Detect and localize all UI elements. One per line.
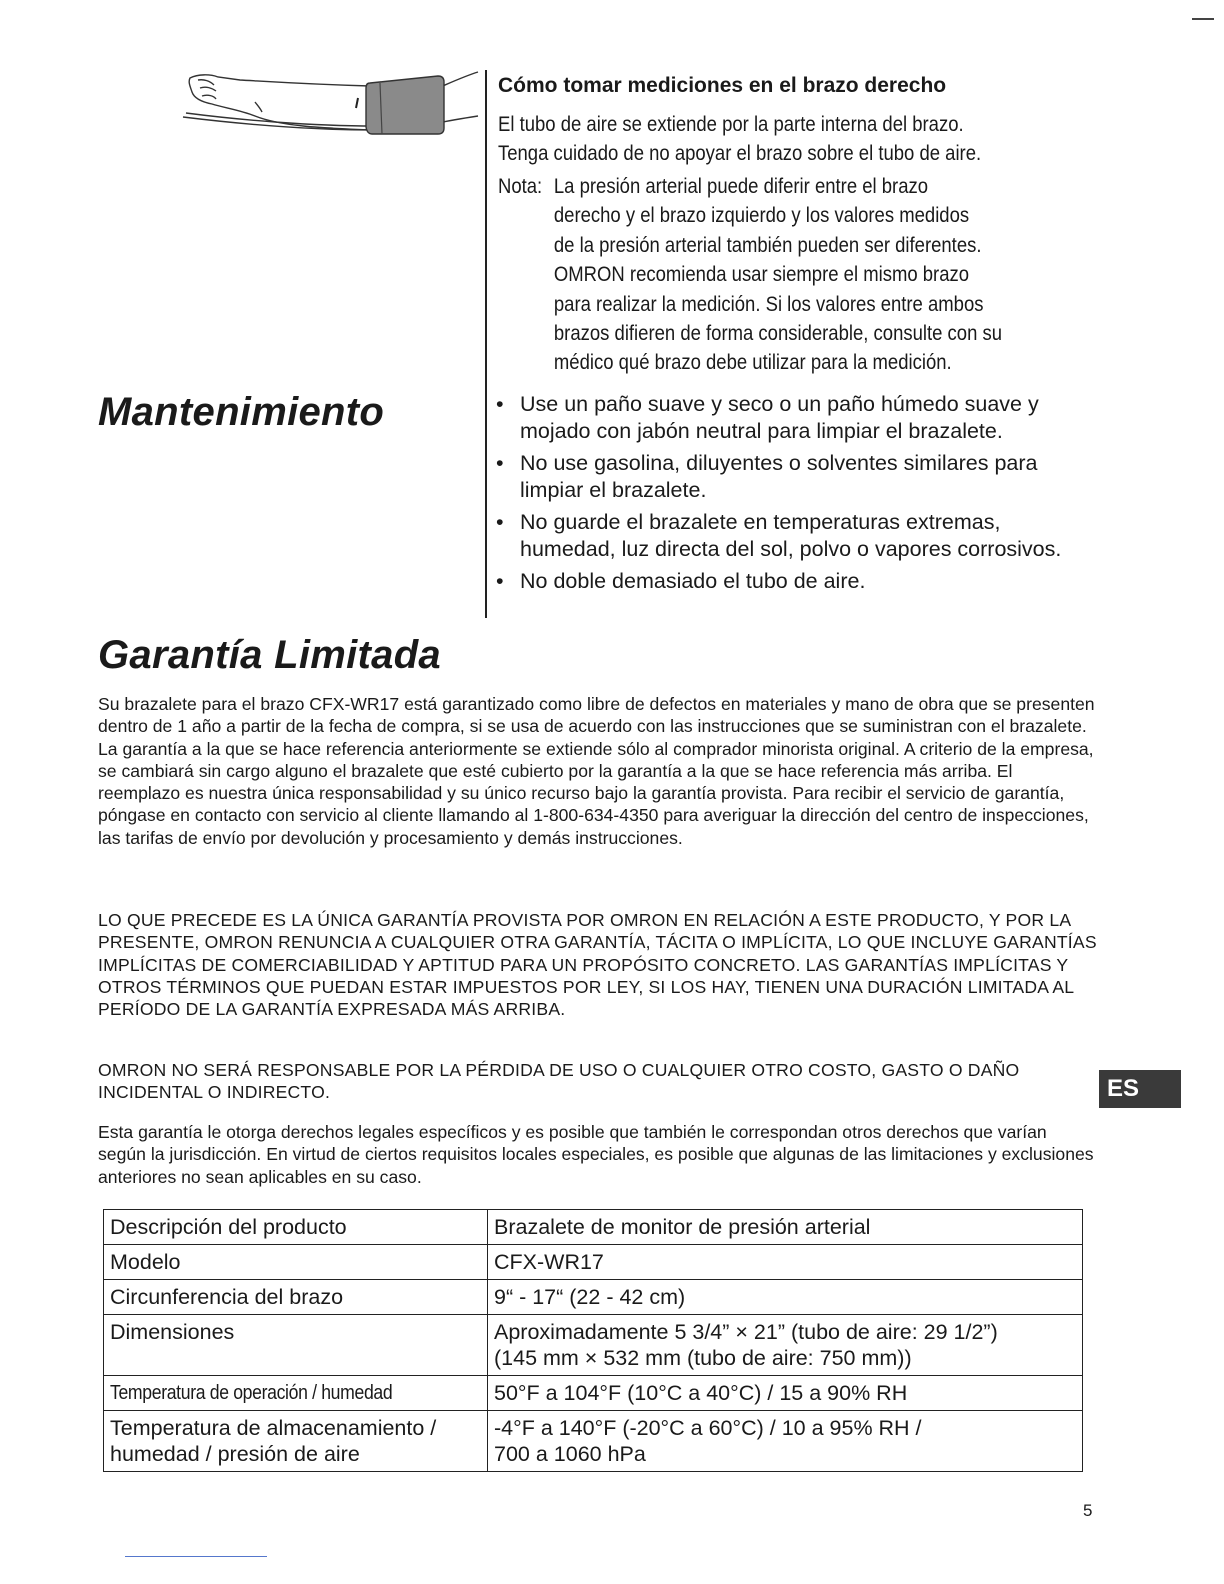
nota-text — [554, 172, 1079, 378]
right-arm-line-1: El tubo de aire se extiende por la parte interna del brazo. — [498, 112, 964, 136]
list-item-text: No use gasolina, diluyentes o solventes similares para limpiar el brazalete. — [520, 451, 1038, 502]
bullet-icon: • — [496, 451, 504, 475]
spec-label-cell — [104, 1376, 488, 1411]
warranty-paragraph-4: Esta garantía le otorga derechos legales específicos y es posible que también le correspondan otros derechos que varían según la jurisdicción. En virtud de ciertos requisitos locales especiales, es posible que algunas de las limitaciones y exclusiones anteriores no sean aplicables en su caso. — [98, 1122, 1094, 1187]
spec-value-cell — [488, 1411, 1083, 1472]
list-item — [494, 568, 1094, 595]
spec-label: Modelo — [104, 1245, 488, 1280]
list-item — [494, 450, 1094, 504]
specs-table — [103, 1209, 1083, 1472]
spec-label: Temperatura de operación / humedad — [110, 1381, 393, 1404]
footer-rule — [125, 1556, 267, 1557]
table-row — [104, 1376, 1083, 1411]
nota-line: para realizar la medición. Si los valores entre ambos — [553, 291, 984, 316]
nota-line: médico qué brazo debe utilizar para la medición. — [553, 350, 952, 375]
nota-line: de la presión arterial también pueden ser diferentes. — [553, 232, 982, 257]
table-row — [104, 1245, 1083, 1280]
language-tab: ES — [1099, 1070, 1181, 1108]
page-number: 5 — [1083, 1501, 1093, 1520]
column-divider — [485, 70, 487, 618]
spec-value: Brazalete de monitor de presión arterial — [488, 1210, 1083, 1245]
spec-label: Dimensiones — [104, 1315, 488, 1376]
spec-label: Temperatura de almacenamiento / — [110, 1416, 437, 1440]
bullet-icon: • — [496, 569, 504, 593]
spec-value: -4°F a 140°F (-20°C a 60°C) / 10 a 95% RH / — [494, 1416, 922, 1440]
spec-label-line-2: humedad / presión de aire — [110, 1442, 360, 1466]
nota-line: derecho y el brazo izquierdo y los valores medidos — [553, 203, 970, 228]
spec-label: Descripción del producto — [104, 1210, 488, 1245]
list-item-text: No doble demasiado el tubo de aire. — [520, 569, 866, 593]
warranty-title: Garantía Limitada — [98, 633, 441, 677]
table-row — [104, 1411, 1083, 1472]
spec-value-cell — [488, 1315, 1083, 1376]
list-item — [494, 509, 1094, 563]
nota-line: brazos difieren de forma considerable, consulte con su — [553, 321, 1003, 346]
maintenance-title: Mantenimiento — [98, 390, 385, 434]
warranty-paragraph-1: Su brazalete para el brazo CFX-WR17 está garantizado como libre de defectos en materiales y mano de obra que se presenten dentro de 1 año a partir de la fecha de compra, si se usa de acuerdo con las instrucciones que se suministran con el brazalete. La garantía a la que se hace referencia anteriormente se extiende sólo al comprador minorista original. A criterio de la empresa, se cambiará sin cargo alguno el brazalete que esté cubierto por la garantía a la que se hace referencia más arriba. El reemplazo es nuestra única responsabilidad y su único recurso bajo la garantía provista. Para recibir el servicio de garantía, póngase en contacto con servicio al cliente llamando al 1-800-634-4350 para averiguar la dirección del centro de inspecciones, las tarifas de envío por devolución y procesamiento y demás instrucciones. — [98, 694, 1095, 848]
right-arm-heading: Cómo tomar mediciones en el brazo derecho — [498, 74, 947, 97]
spec-label-cell — [104, 1411, 488, 1472]
spec-value: Aproximadamente 5 3/4” × 21” (tubo de aire: 29 1/2”) — [494, 1320, 998, 1344]
list-item-text: Use un paño suave y seco o un paño húmedo suave y mojado con jabón neutral para limpiar el brazalete. — [520, 392, 1039, 443]
warranty-paragraph-2: LO QUE PRECEDE ES LA ÚNICA GARANTÍA PROVISTA POR OMRON EN RELACIÓN A ESTE PRODUCTO, Y POR LA PRESENTE, OMRON RENUNCIA A CUALQUIER OTRA GARANTÍA, TÁCITA O IMPLÍCITA, LO QUE INCLUYE GARANTÍAS IMPLÍCITAS DE COMERCIABILIDAD Y APTITUD PARA UN PROPÓSITO CONCRETO. LAS GARANTÍAS IMPLÍCITAS Y OTROS TÉRMINOS QUE PUEDAN ESTAR IMPUESTOS POR LEY, SI LOS HAY, TIENEN UNA DURACIÓN LIMITADA AL PERÍODO DE LA GARANTÍA EXPRESADA MÁS ARRIBA. — [98, 910, 1097, 1020]
list-item-text: No guarde el brazalete en temperaturas extremas, humedad, luz directa del sol, polvo o vapores corrosivos. — [520, 510, 1062, 561]
spec-value-line-2: 700 a 1060 hPa — [494, 1442, 646, 1466]
maintenance-list — [494, 391, 1094, 600]
spec-value: 9“ - 17“ (22 - 42 cm) — [488, 1280, 1083, 1315]
spec-value: 50°F a 104°F (10°C a 40°C) / 15 a 90% RH — [488, 1376, 1083, 1411]
table-row — [104, 1280, 1083, 1315]
corner-mark — [1192, 18, 1214, 20]
spec-value-line-2: (145 mm × 532 mm (tubo de aire: 750 mm)) — [494, 1346, 912, 1370]
bullet-icon: • — [496, 510, 504, 534]
list-item — [494, 391, 1094, 445]
bullet-icon: • — [496, 392, 504, 416]
warranty-paragraph-3: OMRON NO SERÁ RESPONSABLE POR LA PÉRDIDA DE USO O CUALQUIER OTRO COSTO, GASTO O DAÑO INCIDENTAL O INDIRECTO. — [98, 1060, 1020, 1103]
table-row — [104, 1210, 1083, 1245]
nota-line: La presión arterial puede diferir entre el brazo — [553, 174, 929, 198]
nota-line: OMRON recomienda usar siempre el mismo brazo — [553, 262, 970, 287]
table-row — [104, 1315, 1083, 1376]
spec-value: CFX-WR17 — [488, 1245, 1083, 1280]
right-arm-line-2: Tenga cuidado de no apoyar el brazo sobre el tubo de aire. — [498, 141, 982, 165]
arm-cuff-illustration — [180, 68, 480, 148]
nota-label: Nota: — [498, 174, 543, 198]
spec-label: Circunferencia del brazo — [104, 1280, 488, 1315]
